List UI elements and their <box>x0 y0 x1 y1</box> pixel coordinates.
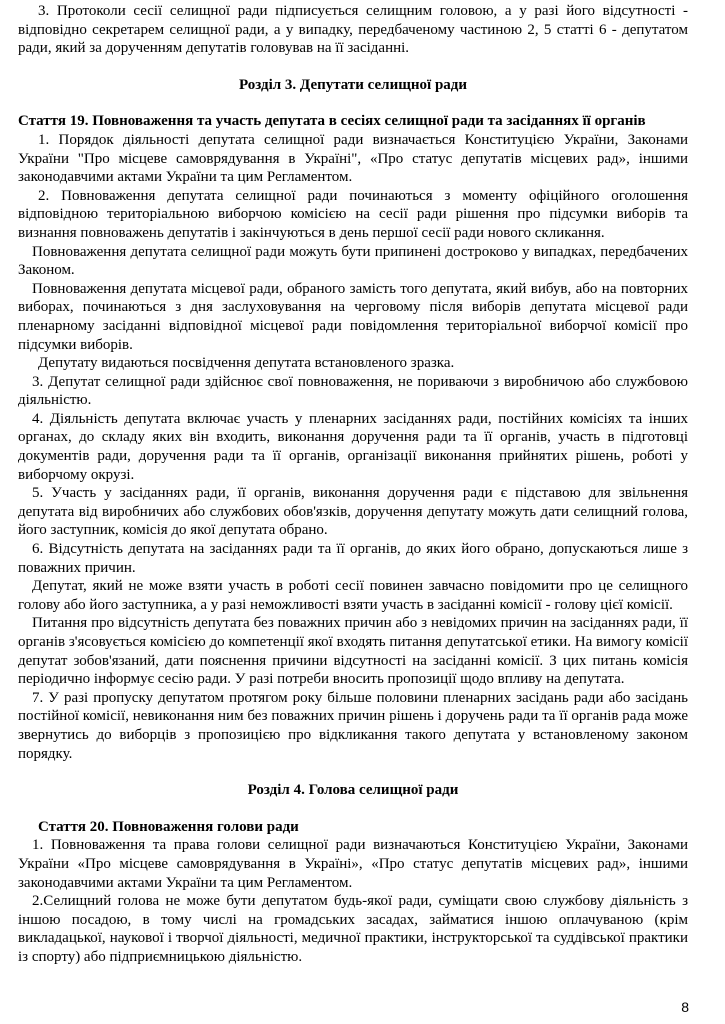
article-19-p5: Депутату видаються посвідчення депутата встановленого зразка. <box>38 355 455 372</box>
article-19-p1: 1. Порядок діяльності депутата селищної ради визначається Конституцією України, Законами України "Про місцеве самоврядування в Україні", «Про статус депутатів місцевих рад», іншими законодавчими актами України та цим Регламентом. <box>18 131 688 186</box>
top-paragraph: 3. Протоколи сесії селищної ради підписується селищним головою, а у разі його відсутності - відповідно секретарем селищної ради, а у випадку, передбаченому частиною 2, 5 статті 6 - депутатом ради, який за дорученням депутатів головував на її засіданні. <box>18 3 688 57</box>
article-20-p1: 1. Повноваження та права голови селищної ради визначаються Конституцією України, Законами України «Про місцеве самоврядування в Україні», «Про статус депутатів місцевих рад», іншими законодавчими актами України та цим Регламентом. <box>18 837 688 891</box>
article-19-p8: 5. Участь у засіданнях ради, її органів, виконання доручення ради є підставою для звільнення депутата від виробничих або службових обов'язків, доручення депутату можуть дати селищний голова, його заступник, комісія до якої депутата обрано. <box>18 485 688 539</box>
article-19-p10: Депутат, який не може взяти участь в роботі сесії повинен завчасно повідомити про це селищного голову або його заступника, а у разі неможливості взяти участь в засіданні комісії - голову цієї комісії. <box>18 578 688 613</box>
document-page <box>18 2 688 967</box>
article-19-p3: Повноваження депутата селищної ради можуть бути припинені достроково у випадках, передбачених Законом. <box>18 243 688 279</box>
article-19-p2: 2. Повноваження депутата селищної ради починаються з моменту офіційного оголошення відповідною територіальною виборчою комісією на сесії ради рішення про підсумки виборів та визнання повноважень депутатів і закінчуються в день першої сесії ради нового скликання. <box>18 187 688 241</box>
article-19-p11: Питання про відсутність депутата без поважних причин або з невідомих причин на засіданнях ради, її органів з'ясовується комісією до компетенції якої входять питання депутатської етики. На вимогу комісії депутат зобов'язаний, дати пояснення причини відсутності на засіданні комісії. З цих питань комісія періодично інформує сесію ради. У разі потреби вносить пропозиції щодо впливу на депутата. <box>18 615 688 688</box>
article-19-p7: 4. Діяльність депутата включає участь у пленарних засіданнях ради, постійних комісіях та інших органах, до складу яких він входить, виконання доручення ради та її органів, участь в підготовці документів ради, доручення ради та її органів, організації виконання прийнятих рішень, роботі у виборчому окрузі. <box>18 410 688 483</box>
page-number: 8 <box>681 999 689 1015</box>
article-19-p4: Повноваження депутата місцевої ради, обраного замість того депутата, який вибув, або на повторних виборах, починаються з дня заслуховування на черговому після виборів депутата місцевої ради пленарному засіданні відповідної місцевої ради повідомлення територіальної виборчої комісії про підсумки виборів. <box>18 280 688 353</box>
article-19-p6: 3. Депутат селищної ради здійснює свої повноваження, не пориваючи з виробничою або службовою діяльністю. <box>18 373 688 409</box>
article-19-title: Стаття 19. Повноваження та участь депутата в сесіях селищної ради та засіданнях її органів <box>18 113 646 130</box>
section-3-title: Розділ 3. Депутати селищної ради <box>238 76 468 93</box>
article-19-p12: 7. У разі пропуску депутатом протягом року більше половини пленарних засідань ради або засідань постійної комісії, невиконання ним без поважних причин рішень і доручень ради та її органів рада може звернутись до виборців з пропозицією про відкликання такого депутата у встановленому законом порядку. <box>18 689 688 762</box>
section-4-title: Розділ 4. Голова селищної ради <box>247 782 459 799</box>
article-19-p9: 6. Відсутність депутата на засіданнях ради та її органів, до яких його обрано, допускаються лише з поважних причин. <box>18 541 688 576</box>
article-20-p2: 2.Селищний голова не може бути депутатом будь-якої ради, суміщати свою службову діяльність з іншою посадою, в тому числі на громадських засадах, займатися іншою оплачуваною (крім викладацької, наукової і творчої діяльності, медичної практики, інструкторської та суддівської практики із спорту) або підприємницькою діяльністю. <box>18 893 688 965</box>
article-20-title: Стаття 20. Повноваження голови ради <box>38 818 299 835</box>
